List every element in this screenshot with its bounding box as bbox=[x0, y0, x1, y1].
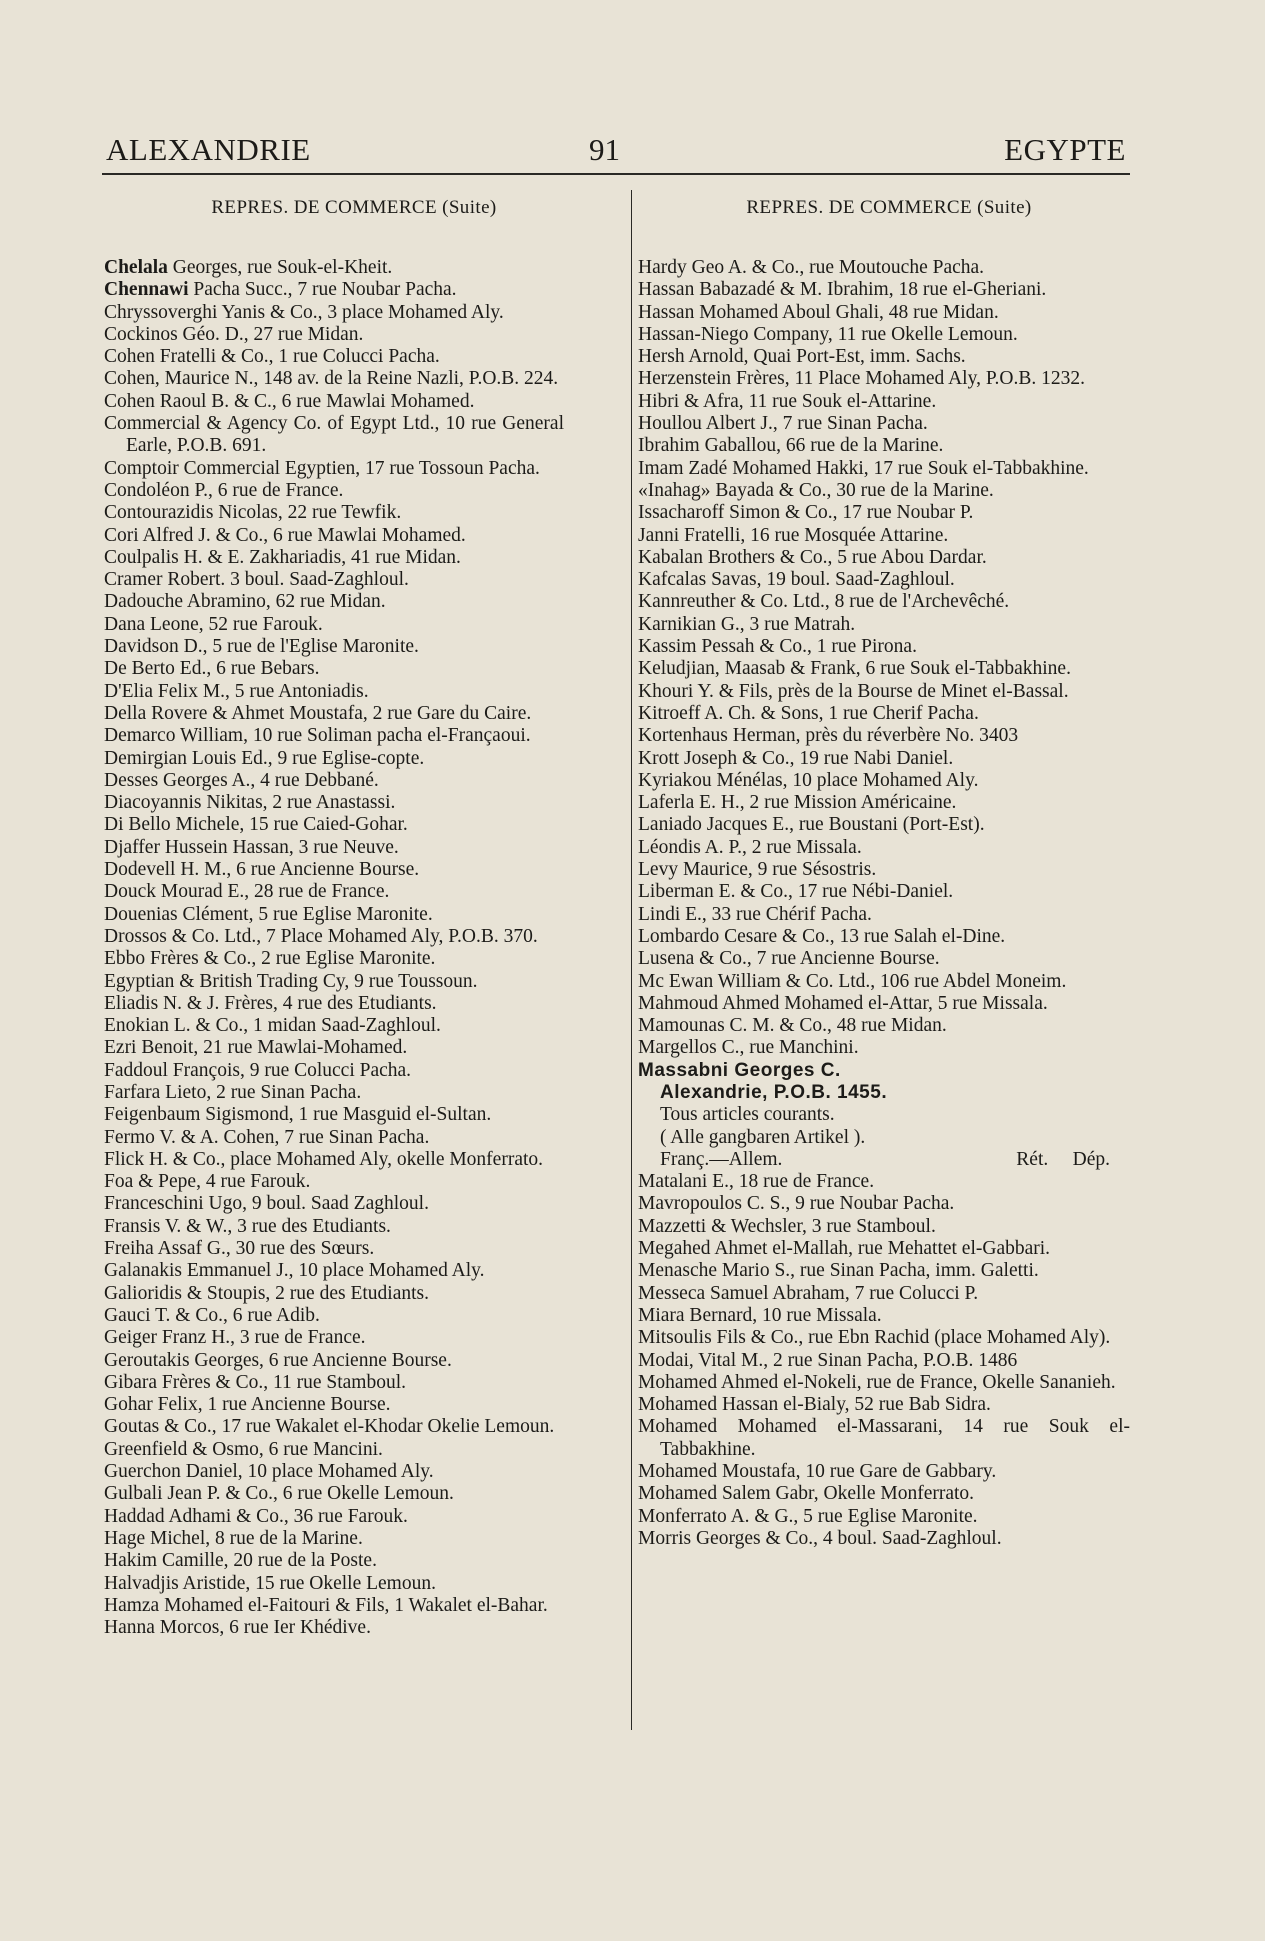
list-item bbox=[104, 1506, 564, 1528]
list-item bbox=[104, 1350, 564, 1372]
list-item: Lusena & Co., 7 rue Ancienne Bourse. bbox=[638, 948, 940, 970]
entry-text: Coulpalis H. & E. Zakhariadis, 41 rue Midan. bbox=[104, 546, 461, 568]
advert-languages: Franç.—Allem. bbox=[660, 1148, 783, 1170]
list-item: Modai, Vital M., 2 rue Sinan Pacha, P.O.B. 1486 bbox=[638, 1349, 1018, 1371]
right-column-heading: REPRES. DE COMMERCE (Suite) bbox=[746, 197, 1032, 218]
list-item: Kannreuther & Co. Ltd., 8 rue de l'Archevêché. bbox=[638, 591, 1010, 613]
entry-text: Cohen Raoul B. & C., 6 rue Mawlai Mohamed. bbox=[104, 390, 475, 412]
list-item bbox=[104, 1104, 564, 1126]
list-item bbox=[104, 1528, 564, 1550]
entry-text: D'Elia Felix M., 5 rue Antoniadis. bbox=[104, 680, 369, 702]
list-item bbox=[104, 792, 564, 814]
list-item bbox=[104, 881, 564, 903]
list-item: Miara Bernard, 10 rue Missala. bbox=[638, 1304, 882, 1326]
entry-text: Enokian L. & Co., 1 midan Saad-Zaghloul. bbox=[104, 1015, 441, 1037]
list-item: Morris Georges & Co., 4 boul. Saad-Zaghloul. bbox=[638, 1527, 1002, 1549]
page-header bbox=[100, 132, 1130, 172]
entry-text: Cohen Fratelli & Co., 1 rue Colucci Pacha. bbox=[104, 346, 440, 368]
list-item: Mavropoulos C. S., 9 rue Noubar Pacha. bbox=[638, 1193, 955, 1215]
list-item bbox=[104, 1238, 564, 1260]
list-item: Hassan Babazadé & M. Ibrahim, 18 rue el-Gheriani. bbox=[638, 279, 1047, 301]
list-item bbox=[104, 1573, 564, 1595]
entry-text: Fransis V. & W., 3 rue des Etudiants. bbox=[104, 1215, 391, 1237]
list-item: Keludjian, Maasab & Frank, 6 rue Souk el-Tabbakhine. bbox=[638, 658, 1071, 680]
list-item: Megahed Ahmet el-Mallah, rue Mehattet el-Gabbari. bbox=[638, 1238, 1051, 1260]
list-item: Lindi E., 33 rue Chérif Pacha. bbox=[638, 903, 872, 925]
list-item: Kabalan Brothers & Co., 5 rue Abou Dardar. bbox=[638, 546, 987, 568]
list-item bbox=[104, 658, 564, 680]
list-item bbox=[104, 1260, 564, 1282]
list-item: Kafcalas Savas, 19 boul. Saad-Zaghloul. bbox=[638, 569, 955, 591]
list-item: Hassan Mohamed Aboul Ghali, 48 rue Midan. bbox=[638, 301, 999, 323]
list-item bbox=[104, 1283, 564, 1305]
list-item bbox=[104, 391, 564, 413]
list-item: Mc Ewan William & Co. Ltd., 106 rue Abdel Moneim. bbox=[638, 970, 1067, 992]
entry-text: Foa & Pepe, 4 rue Farouk. bbox=[104, 1171, 311, 1193]
list-item bbox=[104, 1617, 564, 1639]
list-item bbox=[104, 324, 564, 346]
list-item bbox=[104, 748, 564, 770]
entry-text: Demarco William, 10 rue Soliman pacha el-Françaoui. bbox=[104, 725, 531, 747]
entry-text: Hakim Camille, 20 rue de la Poste. bbox=[104, 1550, 377, 1572]
list-item bbox=[104, 1015, 564, 1037]
list-item: Margellos C., rue Manchini. bbox=[638, 1037, 859, 1059]
list-item: Mazzetti & Wechsler, 3 rue Stamboul. bbox=[638, 1215, 936, 1237]
list-item bbox=[104, 1171, 564, 1193]
entry-text: Di Bello Michele, 15 rue Caied-Gohar. bbox=[104, 814, 408, 836]
entry-text: Halvadjis Aristide, 15 rue Okelle Lemoun. bbox=[104, 1572, 436, 1594]
list-item: Liberman E. & Co., 17 rue Nébi-Daniel. bbox=[638, 881, 954, 903]
entry-text: Franceschini Ugo, 9 boul. Saad Zaghloul. bbox=[104, 1193, 429, 1215]
entry-text: Condoléon P., 6 rue de France. bbox=[104, 479, 344, 501]
list-item bbox=[104, 302, 564, 324]
entry-text: Hamza Mohamed el-Faitouri & Fils, 1 Wakalet el-Bahar. bbox=[104, 1594, 548, 1616]
list-item: Levy Maurice, 9 rue Sésostris. bbox=[638, 859, 877, 881]
list-item: Lombardo Cesare & Co., 13 rue Salah el-Dine. bbox=[638, 925, 1006, 947]
list-item bbox=[104, 926, 564, 948]
list-item: Monferrato A. & G., 5 rue Eglise Maronite. bbox=[638, 1505, 978, 1527]
list-item bbox=[104, 1416, 564, 1438]
list-item bbox=[104, 1439, 564, 1461]
entry-text: Comptoir Commercial Egyptien, 17 rue Tossoun Pacha. bbox=[104, 457, 540, 479]
list-item: Houllou Albert J., 7 rue Sinan Pacha. bbox=[638, 413, 928, 435]
entry-text: Cori Alfred J. & Co., 6 rue Mawlai Mohamed. bbox=[104, 524, 466, 546]
list-item: Karnikian G., 3 rue Matrah. bbox=[638, 613, 856, 635]
list-item bbox=[104, 1372, 564, 1394]
list-item: Kassim Pessah & Co., 1 rue Pirona. bbox=[638, 636, 917, 658]
list-item bbox=[104, 525, 564, 547]
list-item: Kyriakou Ménélas, 10 place Mohamed Aly. bbox=[638, 769, 979, 791]
list-item: Janni Fratelli, 16 rue Mosquée Attarine. bbox=[638, 524, 949, 546]
entry-text: Hanna Morcos, 6 rue Ier Khédive. bbox=[104, 1617, 371, 1639]
page-number: 91 bbox=[589, 132, 620, 167]
advert-address: Alexandrie, P.O.B. 1455. bbox=[660, 1081, 888, 1103]
right-entries-before bbox=[638, 257, 1130, 1060]
list-item: Mamounas C. M. & Co., 48 rue Midan. bbox=[638, 1015, 947, 1037]
right-entries-after bbox=[638, 1171, 1130, 1550]
advert-name: Massabni Georges C. bbox=[638, 1059, 841, 1081]
entry-text: Davidson D., 5 rue de l'Eglise Maronite. bbox=[104, 636, 419, 658]
list-item bbox=[104, 1461, 564, 1483]
list-item bbox=[104, 1060, 564, 1082]
left-column bbox=[104, 197, 564, 1639]
entry-text: Hage Michel, 8 rue de la Marine. bbox=[104, 1527, 363, 1549]
list-item bbox=[104, 1483, 564, 1505]
left-column-heading: REPRES. DE COMMERCE (Suite) bbox=[211, 197, 497, 218]
running-head-country: EGYPTE bbox=[1004, 132, 1126, 167]
list-item bbox=[104, 458, 564, 480]
column-divider bbox=[631, 190, 632, 1730]
list-item: Ibrahim Gaballou, 66 rue de la Marine. bbox=[638, 435, 944, 457]
entry-text: Ebbo Frères & Co., 2 rue Eglise Maronite. bbox=[104, 948, 436, 970]
list-item bbox=[104, 1595, 564, 1617]
list-item: Mohamed Ahmed el-Nokeli, rue de France, Okelle Sananieh. bbox=[638, 1371, 1116, 1393]
list-item: Mahmoud Ahmed Mohamed el-Attar, 5 rue Missala. bbox=[638, 992, 1048, 1014]
list-item: Imam Zadé Mohamed Hakki, 17 rue Souk el-Tabbakhine. bbox=[638, 457, 1089, 479]
entry-text: Contourazidis Nicolas, 22 rue Tewfik. bbox=[104, 502, 402, 524]
list-item bbox=[104, 547, 564, 569]
entry-text: Gauci T. & Co., 6 rue Adib. bbox=[104, 1304, 320, 1326]
entry-text: Faddoul François, 9 rue Colucci Pacha. bbox=[104, 1059, 412, 1081]
advert-line: Tous articles courants. bbox=[660, 1104, 835, 1126]
entry-text: Galanakis Emmanuel J., 10 place Mohamed Aly. bbox=[104, 1260, 485, 1282]
list-item: Laniado Jacques E., rue Boustani (Port-Est). bbox=[638, 814, 985, 836]
list-item bbox=[104, 681, 564, 703]
list-item: Issacharoff Simon & Co., 17 rue Noubar P. bbox=[638, 502, 974, 524]
entry-text: Gibara Frères & Co., 11 rue Stamboul. bbox=[104, 1371, 407, 1393]
list-item bbox=[104, 569, 564, 591]
list-item bbox=[104, 1216, 564, 1238]
list-item bbox=[104, 837, 564, 859]
entry-text: Flick H. & Co., place Mohamed Aly, okelle Monferrato. bbox=[104, 1148, 544, 1170]
entry-text: Della Rovere & Ahmet Moustafa, 2 rue Gare du Caire. bbox=[104, 702, 532, 724]
entry-text: Diacoyannis Nikitas, 2 rue Anastassi. bbox=[104, 792, 396, 814]
entry-text: Greenfield & Osmo, 6 rue Mancini. bbox=[104, 1438, 383, 1460]
list-item: Krott Joseph & Co., 19 rue Nabi Daniel. bbox=[638, 747, 954, 769]
list-item: Matalani E., 18 rue de France. bbox=[638, 1171, 875, 1193]
list-item bbox=[104, 502, 564, 524]
right-entries-list bbox=[638, 257, 1130, 1550]
list-item: Mohamed Moustafa, 10 rue Gare de Gabbary. bbox=[638, 1461, 997, 1483]
list-item bbox=[104, 725, 564, 747]
list-item bbox=[104, 1550, 564, 1572]
entry-text: Drossos & Co. Ltd., 7 Place Mohamed Aly, P.O.B. 370. bbox=[104, 925, 538, 947]
header-rule bbox=[102, 173, 1130, 175]
entry-text: Commercial & Agency Co. of Egypt Ltd., 10 rue General Earle, P.O.B. 691. bbox=[104, 413, 564, 457]
left-entries-list bbox=[104, 257, 564, 1639]
list-item bbox=[104, 814, 564, 836]
advert-languages-line bbox=[638, 1149, 1130, 1171]
entry-text: Douck Mourad E., 28 rue de France. bbox=[104, 881, 390, 903]
list-item bbox=[104, 859, 564, 881]
list-item: Hassan-Niego Company, 11 rue Okelle Lemoun. bbox=[638, 323, 1018, 345]
list-item bbox=[104, 413, 564, 458]
list-item bbox=[104, 480, 564, 502]
entry-text: Fermo V. & A. Cohen, 7 rue Sinan Pacha. bbox=[104, 1126, 430, 1148]
list-item bbox=[104, 1394, 564, 1416]
list-item bbox=[104, 591, 564, 613]
entry-text: Farfara Lieto, 2 rue Sinan Pacha. bbox=[104, 1081, 362, 1103]
advert-ret: Rét. bbox=[1016, 1148, 1049, 1170]
list-item bbox=[104, 636, 564, 658]
entry-text: Douenias Clément, 5 rue Eglise Maronite. bbox=[104, 903, 433, 925]
entry-text: Haddad Adhami & Co., 36 rue Farouk. bbox=[104, 1505, 408, 1527]
list-item: Laferla E. H., 2 rue Mission Américaine. bbox=[638, 792, 957, 814]
advert-ret-dep bbox=[1016, 1149, 1110, 1171]
entry-text: Eliadis N. & J. Frères, 4 rue des Etudiants. bbox=[104, 992, 437, 1014]
list-item: Hibri & Afra, 11 rue Souk el-Attarine. bbox=[638, 390, 937, 412]
entry-text: Egyptian & British Trading Cy, 9 rue Toussoun. bbox=[104, 970, 478, 992]
list-item bbox=[104, 1327, 564, 1349]
list-item: Léondis A. P., 2 rue Missala. bbox=[638, 836, 862, 858]
list-item bbox=[104, 257, 564, 279]
entry-text: Desses Georges A., 4 rue Debbané. bbox=[104, 769, 379, 791]
list-item bbox=[104, 904, 564, 926]
list-item: Herzenstein Frères, 11 Place Mohamed Aly, P.O.B. 1232. bbox=[638, 368, 1085, 390]
list-item bbox=[104, 279, 564, 301]
list-item bbox=[104, 1082, 564, 1104]
entry-text: Gulbali Jean P. & Co., 6 rue Okelle Lemoun. bbox=[104, 1483, 454, 1505]
entry-text: Goutas & Co., 17 rue Wakalet el-Khodar Okelie Lemoun. bbox=[104, 1416, 555, 1438]
list-item: Kitroeff A. Ch. & Sons, 1 rue Cherif Pacha. bbox=[638, 702, 979, 724]
list-item bbox=[104, 1149, 564, 1171]
entry-text: Dadouche Abramino, 62 rue Midan. bbox=[104, 591, 386, 613]
list-item bbox=[104, 1193, 564, 1215]
entry-text: Georges, rue Souk-el-Kheit. bbox=[167, 257, 393, 278]
entry-text: Cohen, Maurice N., 148 av. de la Reine Nazli, P.O.B. 224. bbox=[104, 368, 559, 390]
entry-text: Ezri Benoit, 21 rue Mawlai-Mohamed. bbox=[104, 1037, 408, 1059]
list-item: Kortenhaus Herman, près du réverbère No. 3403 bbox=[638, 725, 1019, 747]
entry-text: Dodevell H. M., 6 rue Ancienne Bourse. bbox=[104, 859, 420, 881]
list-item bbox=[104, 770, 564, 792]
entry-text: Feigenbaum Sigismond, 1 rue Masguid el-Sultan. bbox=[104, 1104, 492, 1126]
list-item bbox=[104, 368, 564, 390]
entry-text: Djaffer Hussein Hassan, 3 rue Neuve. bbox=[104, 836, 399, 858]
entry-text: Geroutakis Georges, 6 rue Ancienne Bourse. bbox=[104, 1349, 452, 1371]
list-item: Hardy Geo A. & Co., rue Moutouche Pacha. bbox=[638, 257, 985, 278]
list-item: Mohamed Hassan el-Bialy, 52 rue Bab Sidra. bbox=[638, 1394, 991, 1416]
list-item: Messeca Samuel Abraham, 7 rue Colucci P. bbox=[638, 1282, 979, 1304]
entry-text: Cockinos Géo. D., 27 rue Midan. bbox=[104, 323, 364, 345]
entry-name: Chennawi bbox=[104, 279, 189, 301]
entry-text: Galioridis & Stoupis, 2 rue des Etudiants. bbox=[104, 1282, 429, 1304]
list-item: Mohamed Salem Gabr, Okelle Monferrato. bbox=[638, 1483, 975, 1505]
entry-name: Chelala bbox=[104, 257, 168, 278]
entry-text: Chryssoverghi Yanis & Co., 3 place Mohamed Aly. bbox=[104, 301, 504, 323]
list-item bbox=[104, 1127, 564, 1149]
list-item bbox=[104, 1037, 564, 1059]
list-item bbox=[104, 1305, 564, 1327]
list-item: Mitsoulis Fils & Co., rue Ebn Rachid (place Mohamed Aly). bbox=[638, 1327, 1111, 1349]
list-item bbox=[104, 703, 564, 725]
advert-line: ( Alle gangbaren Artikel ). bbox=[660, 1126, 866, 1148]
list-item: Hersh Arnold, Quai Port-Est, imm. Sachs. bbox=[638, 346, 966, 368]
list-item bbox=[104, 948, 564, 970]
entry-text: Cramer Robert. 3 boul. Saad-Zaghloul. bbox=[104, 569, 409, 591]
list-item bbox=[104, 971, 564, 993]
list-item: Menasche Mario S., rue Sinan Pacha, imm. Galetti. bbox=[638, 1260, 1039, 1282]
list-item: Mohamed Mohamed el-Massarani, 14 rue Souk el-Tabbakhine. bbox=[638, 1416, 1130, 1460]
entry-text: Pacha Succ., 7 rue Noubar Pacha. bbox=[188, 279, 457, 301]
list-item bbox=[104, 993, 564, 1015]
entry-text: Dana Leone, 52 rue Farouk. bbox=[104, 613, 323, 635]
entry-text: Freiha Assaf G., 30 rue des Sœurs. bbox=[104, 1238, 375, 1260]
list-item bbox=[104, 346, 564, 368]
right-column bbox=[638, 197, 1130, 1550]
list-item: «Inahag» Bayada & Co., 30 rue de la Marine. bbox=[638, 479, 994, 501]
advert-dep: Dép. bbox=[1072, 1148, 1110, 1170]
entry-text: De Berto Ed., 6 rue Bebars. bbox=[104, 658, 320, 680]
list-item bbox=[104, 614, 564, 636]
running-head-city: ALEXANDRIE bbox=[106, 132, 311, 167]
entry-text: Geiger Franz H., 3 rue de France. bbox=[104, 1327, 366, 1349]
entry-text: Demirgian Louis Ed., 9 rue Eglise-copte. bbox=[104, 747, 425, 769]
entry-text: Guerchon Daniel, 10 place Mohamed Aly. bbox=[104, 1461, 434, 1483]
list-item: Khouri Y. & Fils, près de la Bourse de Minet el-Bassal. bbox=[638, 680, 1069, 702]
entry-text: Gohar Felix, 1 rue Ancienne Bourse. bbox=[104, 1394, 391, 1416]
